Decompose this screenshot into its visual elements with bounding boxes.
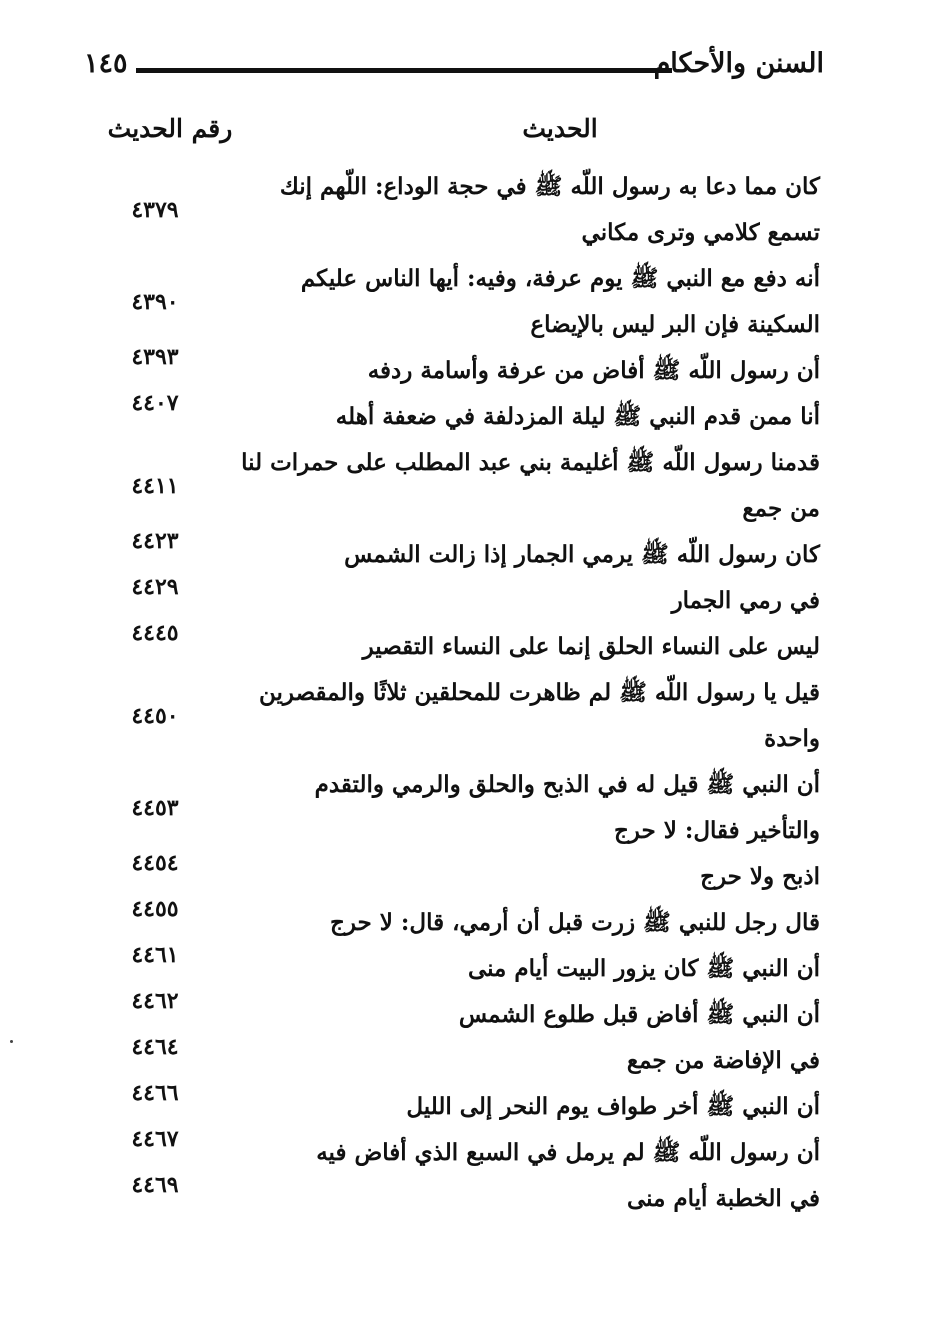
- hadith-number: ٤٤٤٥: [131, 620, 179, 646]
- hadith-number: ٤٤٠٧: [131, 390, 179, 416]
- hadith-text: أنه دفع مع النبي ﷺ يوم عرفة، وفيه: أيها الناس عليكم السكينة فإن البر ليس بالإيضاع: [300, 265, 820, 338]
- hadith-column-heading: الحديث: [522, 114, 598, 143]
- hadith-number: ٤٤٥٠: [131, 703, 179, 729]
- hadith-text: أن رسول اللّه ﷺ لم يرمل في السبع الذي أفاض فيه: [316, 1139, 820, 1166]
- hadith-number: ٤٤٥٣: [131, 795, 179, 821]
- hadith-entry: [100, 164, 820, 256]
- hadith-number: ٤٤٦٧: [131, 1126, 179, 1152]
- hadith-text: كان مما دعا به رسول اللّه ﷺ في حجة الوداع: اللّهم إنك تسمع كلامي وترى مكاني: [279, 173, 820, 246]
- header-rule: [136, 68, 672, 73]
- hadith-number: ٤٣٩٠: [131, 289, 179, 315]
- hadith-text: في رمي الجمار: [671, 587, 820, 614]
- hadith-number: ٤٤١١: [131, 473, 179, 499]
- page-number: ١٤٥: [84, 48, 128, 79]
- hadith-text: أنا ممن قدم النبي ﷺ ليلة المزدلفة في ضعفة أهله: [335, 403, 820, 430]
- hadith-entry: [100, 1172, 820, 1222]
- hadith-text: قيل يا رسول اللّه ﷺ لم ظاهرت للمحلقين ثلاثًا والمقصرين واحدة: [258, 679, 820, 752]
- hadith-number: ٤٤٦٤: [131, 1034, 179, 1060]
- hadith-entry: [100, 620, 820, 670]
- hadith-text: في الإفاضة من جمع: [626, 1047, 820, 1074]
- running-header: [84, 44, 824, 88]
- hadith-text: أن النبي ﷺ قيل له في الذبح والحلق والرمي والتقدم والتأخير فقال: لا حرج: [314, 771, 820, 844]
- hadith-number-column-heading: رقم الحديث: [107, 114, 233, 143]
- hadith-number: ٤٤٥٤: [131, 850, 179, 876]
- hadith-number: ٤٤٦٢: [131, 988, 179, 1014]
- hadith-index-list: [100, 164, 820, 1222]
- hadith-number: ٤٤٦٩: [131, 1172, 179, 1198]
- hadith-number: ٤٤٢٣: [131, 528, 179, 554]
- hadith-entry: [100, 390, 820, 440]
- hadith-number: ٤٣٧٩: [131, 197, 179, 223]
- book-title: السنن والأحكام: [653, 48, 824, 79]
- hadith-text: ليس على النساء الحلق إنما على النساء التقصير: [362, 633, 820, 660]
- hadith-number: ٤٣٩٣: [131, 344, 179, 370]
- hadith-text: أن النبي ﷺ أخر طواف يوم النحر إلى الليل: [406, 1093, 820, 1120]
- hadith-text: أن رسول اللّه ﷺ أفاض من عرفة وأسامة ردفه: [367, 357, 820, 384]
- hadith-text: قدمنا رسول اللّه ﷺ أغليمة بني عبد المطلب على حمرات لنا من جمع: [241, 449, 820, 522]
- hadith-entry: [100, 670, 820, 762]
- page-speck: [10, 1040, 13, 1043]
- hadith-text: كان رسول اللّه ﷺ يرمي الجمار إذا زالت الشمس: [344, 541, 820, 568]
- hadith-text: اذبح ولا حرج: [700, 863, 820, 890]
- hadith-text: أن النبي ﷺ أفاض قبل طلوع الشمس: [458, 1001, 820, 1028]
- hadith-text: في الخطبة أيام منى: [626, 1185, 820, 1212]
- hadith-number: ٤٤٢٩: [131, 574, 179, 600]
- hadith-text: قال رجل للنبي ﷺ زرت قبل أن أرمي، قال: لا حرج: [330, 909, 820, 936]
- hadith-number: ٤٤٥٥: [131, 896, 179, 922]
- hadith-number: ٤٤٦١: [131, 942, 179, 968]
- hadith-number: ٤٤٦٦: [131, 1080, 179, 1106]
- hadith-text: أن النبي ﷺ كان يزور البيت أيام منى: [467, 955, 820, 982]
